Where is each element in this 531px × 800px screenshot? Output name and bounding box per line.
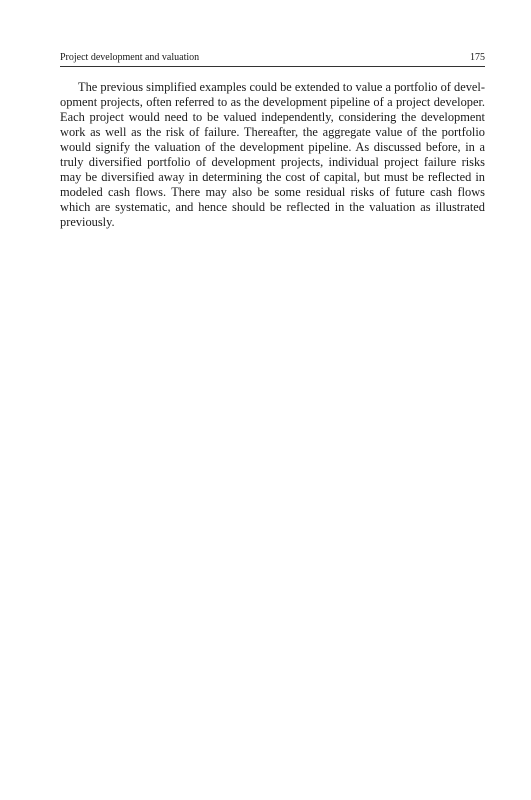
body-paragraph: The previous simplified examples could be extended to value a portfolio of development projects, often referred to as the development pipeline of a project developer. Each project would need to be valued independently, considering the development work as well as the risk of failure. Thereafter, the aggregate value of the portfolio would signify the valuation of the development pipeline. As discussed before, in a truly diversified portfolio of development projects, individual project failure risks may be diversified away in determining the cost of capital, but must be reflected in modeled cash flows. There may also be some residual risks of future cash flows which are systematic, and hence should be reflected in the valuation as illustrated previously. — [60, 80, 485, 230]
header-rule — [60, 66, 485, 67]
page-number: 175 — [470, 52, 485, 63]
running-header — [60, 52, 485, 64]
running-title: Project development and valuation — [60, 52, 200, 63]
